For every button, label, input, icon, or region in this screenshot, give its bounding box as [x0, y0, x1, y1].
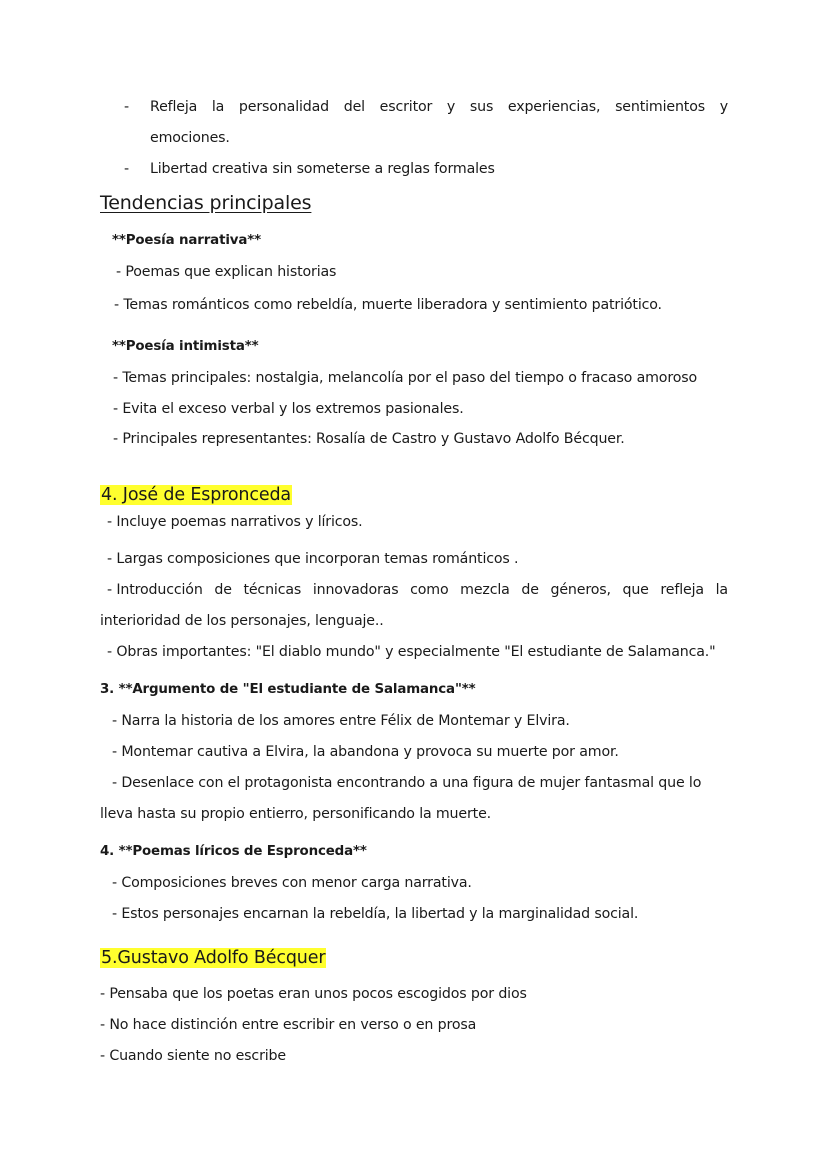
word: y	[446, 99, 456, 115]
liricos-item-2: - Estos personajes encarnan la rebeldía, la libertad y la marginalidad social.	[112, 906, 639, 922]
becquer-item-2: - No hace distinción entre escribir en verso o en prosa	[100, 1017, 477, 1033]
bullet-marker: -	[124, 161, 130, 177]
intimista-item-1: - Temas principales: nostalgia, melancolía por el paso del tiempo o fracaso amoroso	[113, 370, 697, 386]
intimista-title: **Poesía intimista**	[112, 339, 259, 354]
word: y	[719, 99, 728, 115]
word: técnicas	[243, 582, 302, 598]
argumento-title: 3. **Argumento de "El estudiante de Salamanca"**	[100, 682, 476, 697]
word: sentimientos	[615, 99, 705, 115]
intimista-item-3: - Principales representantes: Rosalía de Castro y Gustavo Adolfo Bécquer.	[113, 431, 625, 447]
word: de	[521, 582, 539, 598]
intro-bullet-1-line1	[150, 97, 728, 117]
tecnicas-line2: interioridad de los personajes, lenguaje..	[100, 613, 384, 629]
narrativa-item-2: - Temas románticos como rebeldía, muerte liberadora y sentimiento patriótico.	[114, 297, 662, 313]
becquer-item-1: - Pensaba que los poetas eran unos pocos escogidos por dios	[100, 986, 527, 1002]
intro-bullet-1-line2: emociones.	[150, 130, 230, 146]
liricos-item-1: - Composiciones breves con menor carga narrativa.	[112, 875, 472, 891]
word: Refleja	[150, 99, 198, 115]
word: escritor	[379, 99, 433, 115]
argumento-desenlace-line2: lleva hasta su propio entierro, personificando la muerte.	[100, 806, 492, 822]
intro-bullet-2: Libertad creativa sin someterse a reglas formales	[150, 161, 495, 177]
argumento-item-2: - Montemar cautiva a Elvira, la abandona y provoca su muerte por amor.	[112, 744, 619, 760]
espronceda-heading-wrap	[100, 483, 292, 508]
word: personalidad	[238, 99, 330, 115]
tendencias-heading: Tendencias principales	[100, 192, 312, 214]
word: la	[715, 582, 728, 598]
becquer-heading: 5.Gustavo Adolfo Bécquer	[101, 948, 326, 968]
espronceda-obras: - Obras importantes: "El diablo mundo" y especialmente "El estudiante de Salamanca."	[107, 644, 716, 660]
narrativa-title: **Poesía narrativa**	[112, 233, 261, 248]
argumento-desenlace-line1: - Desenlace con el protagonista encontrando a una figura de mujer fantasmal que lo	[112, 775, 702, 791]
word: que	[622, 582, 649, 598]
word: innovadoras	[312, 582, 399, 598]
word: experiencias,	[507, 99, 601, 115]
espronceda-heading: 4. José de Espronceda	[101, 485, 291, 505]
word: como	[410, 582, 449, 598]
bullet-marker: -	[124, 99, 130, 115]
word: de	[214, 582, 232, 598]
intimista-item-2: - Evita el exceso verbal y los extremos pasionales.	[113, 401, 464, 417]
narrativa-item-1: - Poemas que explican historias	[116, 264, 337, 280]
espronceda-item-1: - Incluye poemas narrativos y líricos.	[107, 514, 363, 530]
espronceda-item-2: - Largas composiciones que incorporan temas románticos .	[107, 551, 519, 567]
word: sus	[469, 99, 494, 115]
word: mezcla	[460, 582, 510, 598]
word: refleja	[660, 582, 704, 598]
argumento-item-1: - Narra la historia de los amores entre Félix de Montemar y Elvira.	[112, 713, 570, 729]
tecnicas-line1	[107, 580, 728, 600]
becquer-heading-wrap	[100, 946, 326, 971]
word: la	[211, 99, 225, 115]
liricos-title: 4. **Poemas líricos de Espronceda**	[100, 844, 367, 859]
word: del	[343, 99, 365, 115]
becquer-item-3: - Cuando siente no escribe	[100, 1048, 286, 1064]
word: - Introducción	[107, 582, 203, 598]
word: géneros,	[550, 582, 611, 598]
